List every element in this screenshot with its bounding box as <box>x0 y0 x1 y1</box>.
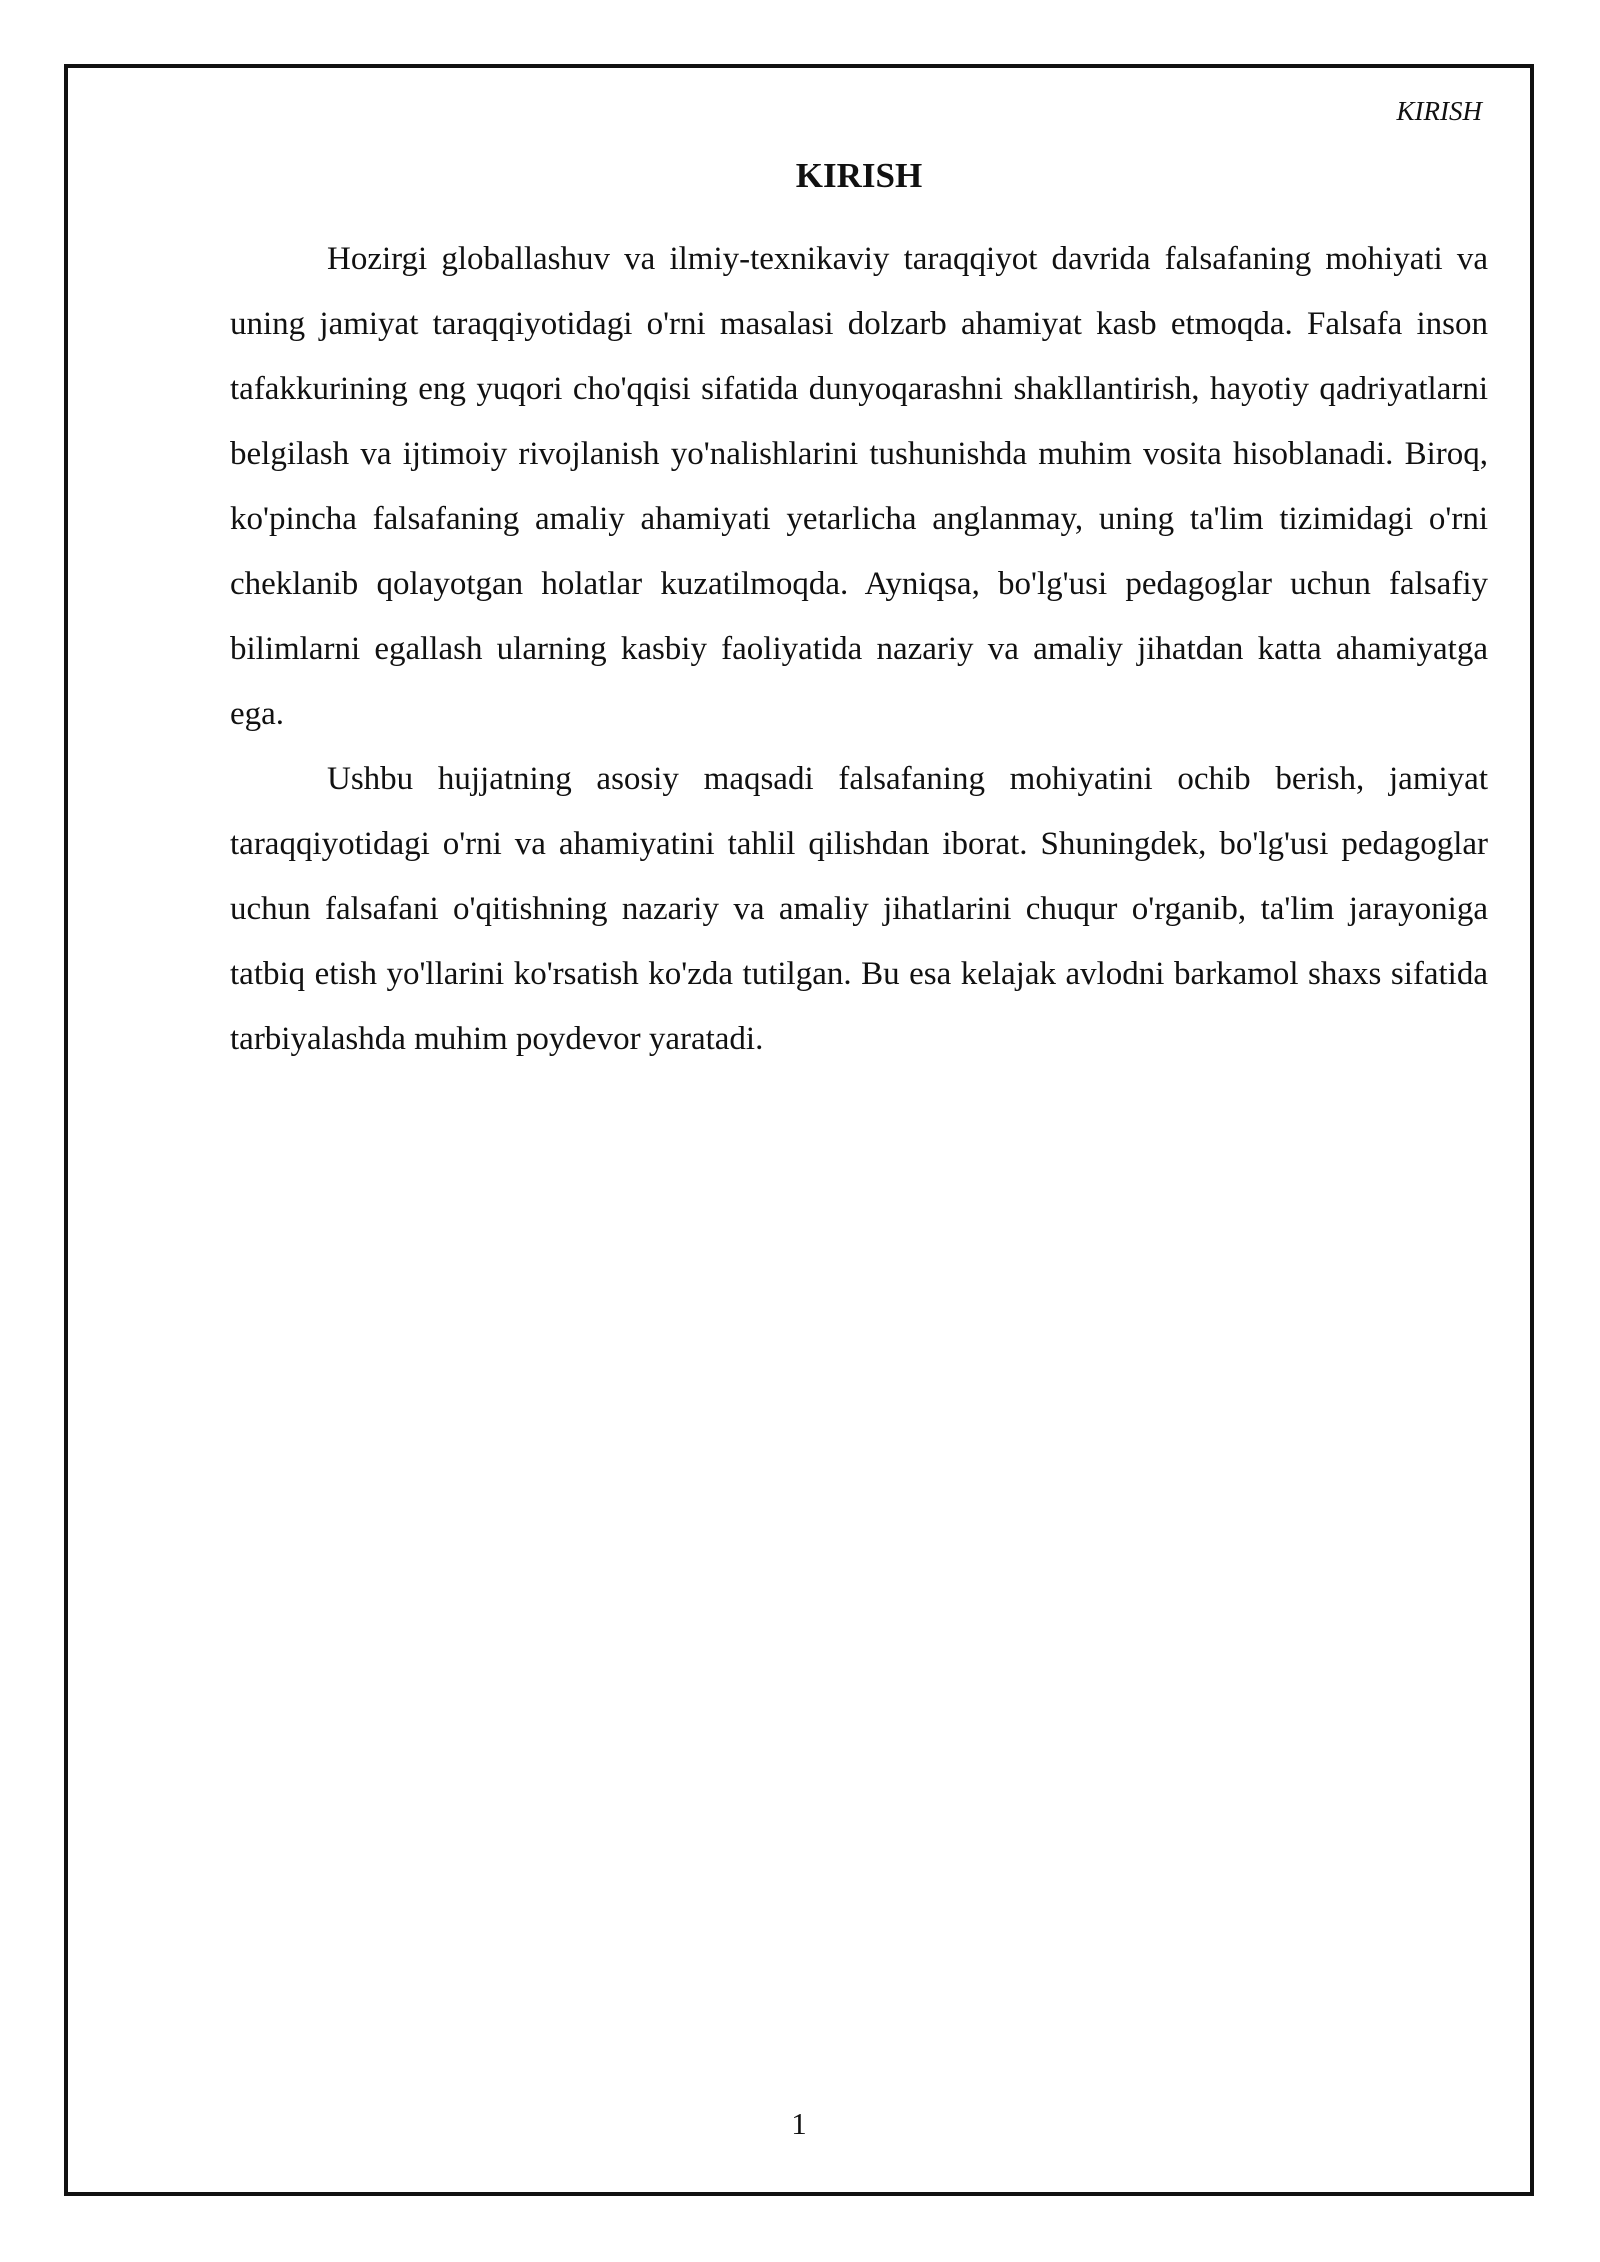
body-paragraph-2: Ushbu hujjatning asosiy maqsadi falsafaning mohiyatini ochib berish, jamiyat taraqqiyotidagi o'rni va ahamiyatini tahlil qilishdan iborat. Shuningdek, bo'lg'usi pedagoglar uchun falsafani o'qitishning nazariy va amaliy jihatlarini chuqur o'rganib, ta'lim jarayoniga tatbiq etish yo'llarini ko'rsatish ko'zda tutilgan. Bu esa kelajak avlodni barkamol shaxs sifatida tarbiyalashda muhim poydevor yaratadi. <box>230 761 1488 1057</box>
section-title: KIRISH <box>795 156 923 195</box>
page-frame <box>64 64 1534 2196</box>
body-paragraph-1: Hozirgi globallashuv va ilmiy-texnikaviy taraqqiyot davrida falsafaning mohiyati va uning jamiyat taraqqiyotidagi o'rni masalasi dolzarb ahamiyat kasb etmoqda. Falsafa inson tafakkurining eng yuqori cho'qqisi sifatida dunyoqarashni shakllantirish, hayotiy qadriyatlarni belgilash va ijtimoiy rivojlanish yo'nalishlarini tushunishda muhim vosita hisoblanadi. Biroq, ko'pincha falsafaning amaliy ahamiyati yetarlicha anglanmay, uning ta'lim tizimidagi o'rni cheklanib qolayotgan holatlar kuzatilmoqda. Ayniqsa, bo'lg'usi pedagoglar uchun falsafiy bilimlarni egallash ularning kasbiy faoliyatida nazariy va amaliy jihatdan katta ahamiyatga ega. <box>230 241 1488 732</box>
document-body <box>230 158 1488 1072</box>
running-header: KIRISH <box>1396 96 1482 126</box>
page-number: 1 <box>791 2106 807 2141</box>
